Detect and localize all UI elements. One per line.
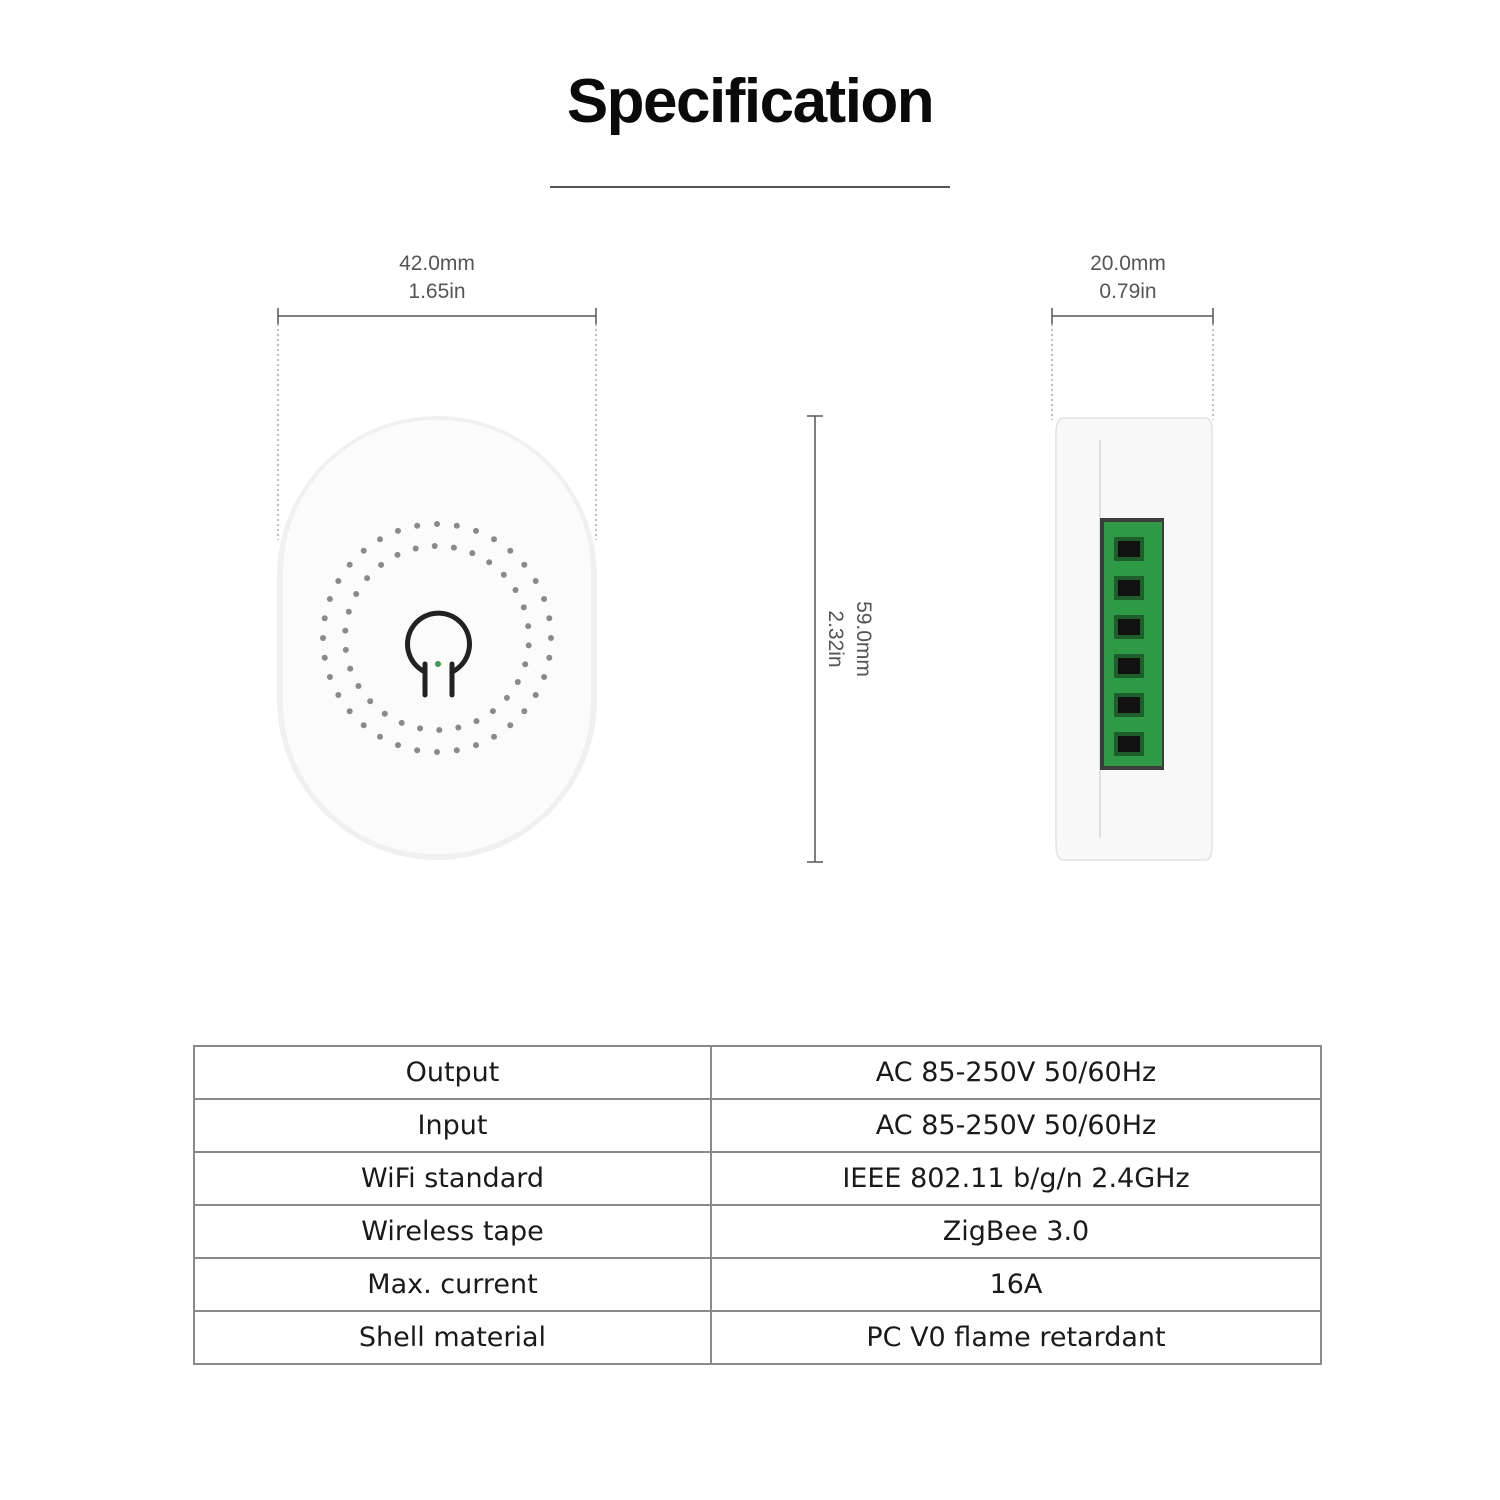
vent-dot — [521, 604, 527, 610]
vent-dot — [486, 559, 492, 565]
vent-dot — [322, 615, 328, 621]
spec-value: PC V0 flame retardant — [711, 1311, 1321, 1364]
table-row — [194, 1152, 1321, 1205]
vent-dot — [521, 708, 527, 714]
device-side-view — [1056, 418, 1212, 860]
vent-dot — [533, 578, 539, 584]
vent-dot — [395, 528, 401, 534]
table-row — [194, 1311, 1321, 1364]
vent-dot — [473, 742, 479, 748]
vent-dot — [501, 572, 507, 578]
terminal-slot-hole — [1118, 658, 1140, 674]
vent-dot — [454, 523, 460, 529]
vent-dot — [343, 647, 349, 653]
indicator-led-icon — [435, 661, 441, 667]
vent-dot — [414, 747, 420, 753]
vent-dot — [548, 635, 554, 641]
vent-dot — [490, 708, 496, 714]
vent-dot — [399, 720, 405, 726]
vent-dot — [353, 591, 359, 597]
vent-dot — [522, 661, 528, 667]
vent-dot — [414, 523, 420, 529]
terminal-slot-hole — [1118, 580, 1140, 596]
depth-in: 0.79in — [1099, 280, 1157, 303]
spec-label: Input — [194, 1099, 711, 1152]
spec-label: WiFi standard — [194, 1152, 711, 1205]
vent-dot — [434, 521, 440, 527]
vent-dot — [367, 698, 373, 704]
vent-dot — [364, 575, 370, 581]
vent-dot — [474, 718, 480, 724]
vent-dot — [342, 628, 348, 634]
terminal-slot-hole — [1118, 541, 1140, 557]
vent-dot — [327, 674, 333, 680]
vent-dot — [417, 725, 423, 731]
vent-dot — [513, 587, 519, 593]
vent-dot — [526, 642, 532, 648]
vent-dot — [346, 609, 352, 615]
table-row — [194, 1099, 1321, 1152]
table-row — [194, 1205, 1321, 1258]
vent-dot — [395, 552, 401, 558]
spec-value: AC 85-250V 50/60Hz — [711, 1099, 1321, 1152]
height-dimension-line — [807, 416, 823, 862]
spec-value: AC 85-250V 50/60Hz — [711, 1046, 1321, 1099]
vent-dot — [451, 545, 457, 551]
vent-dot — [533, 692, 539, 698]
vent-dot — [361, 722, 367, 728]
vent-dot — [436, 727, 442, 733]
vent-dot — [546, 655, 552, 661]
terminal-slot-hole — [1118, 619, 1140, 635]
vent-dot — [320, 635, 326, 641]
terminal-slot-hole — [1118, 736, 1140, 752]
vent-dot — [377, 734, 383, 740]
device-front-view — [277, 416, 597, 860]
vent-dot — [525, 623, 531, 629]
vent-dot — [347, 666, 353, 672]
depth-mm: 20.0mm — [1090, 252, 1166, 275]
height-mm: 59.0mm — [852, 601, 875, 677]
spec-label: Max. current — [194, 1258, 711, 1311]
page-title: Specification — [566, 67, 934, 136]
spec-label: Shell material — [194, 1311, 711, 1364]
vent-dot — [432, 543, 438, 549]
vent-dot — [541, 674, 547, 680]
vent-dot — [378, 562, 384, 568]
spec-value: ZigBee 3.0 — [711, 1205, 1321, 1258]
vent-dot — [347, 562, 353, 568]
vent-dot — [322, 655, 328, 661]
vent-dot — [382, 711, 388, 717]
table-row — [194, 1258, 1321, 1311]
vent-dot — [546, 615, 552, 621]
spec-label: Wireless tape — [194, 1205, 711, 1258]
vent-dot — [521, 562, 527, 568]
vent-dot — [395, 742, 401, 748]
spec-table — [193, 1045, 1322, 1365]
vent-dot — [491, 536, 497, 542]
vent-dot — [377, 536, 383, 542]
spec-label: Output — [194, 1046, 711, 1099]
terminal-slot-hole — [1118, 697, 1140, 713]
vent-dot — [541, 596, 547, 602]
vent-dot — [455, 725, 461, 731]
width-in: 1.65in — [408, 280, 466, 303]
vent-dot — [507, 722, 513, 728]
vent-dot — [454, 747, 460, 753]
vent-dot — [491, 734, 497, 740]
vent-dot — [347, 708, 353, 714]
vent-dot — [515, 679, 521, 685]
vent-dot — [361, 548, 367, 554]
table-row — [194, 1046, 1321, 1099]
vent-dot — [356, 683, 362, 689]
vent-dot — [335, 692, 341, 698]
depth-dimension-line — [1052, 308, 1213, 420]
vent-dot — [434, 749, 440, 755]
vent-dot — [507, 548, 513, 554]
vent-dot — [469, 550, 475, 556]
vent-dot — [327, 596, 333, 602]
width-mm: 42.0mm — [399, 252, 475, 275]
spec-value: IEEE 802.11 b/g/n 2.4GHz — [711, 1152, 1321, 1205]
vent-dot — [504, 695, 510, 701]
height-in: 2.32in — [824, 610, 847, 668]
vent-dot — [413, 546, 419, 552]
vent-dot — [473, 528, 479, 534]
spec-value: 16A — [711, 1258, 1321, 1311]
vent-dot — [335, 578, 341, 584]
